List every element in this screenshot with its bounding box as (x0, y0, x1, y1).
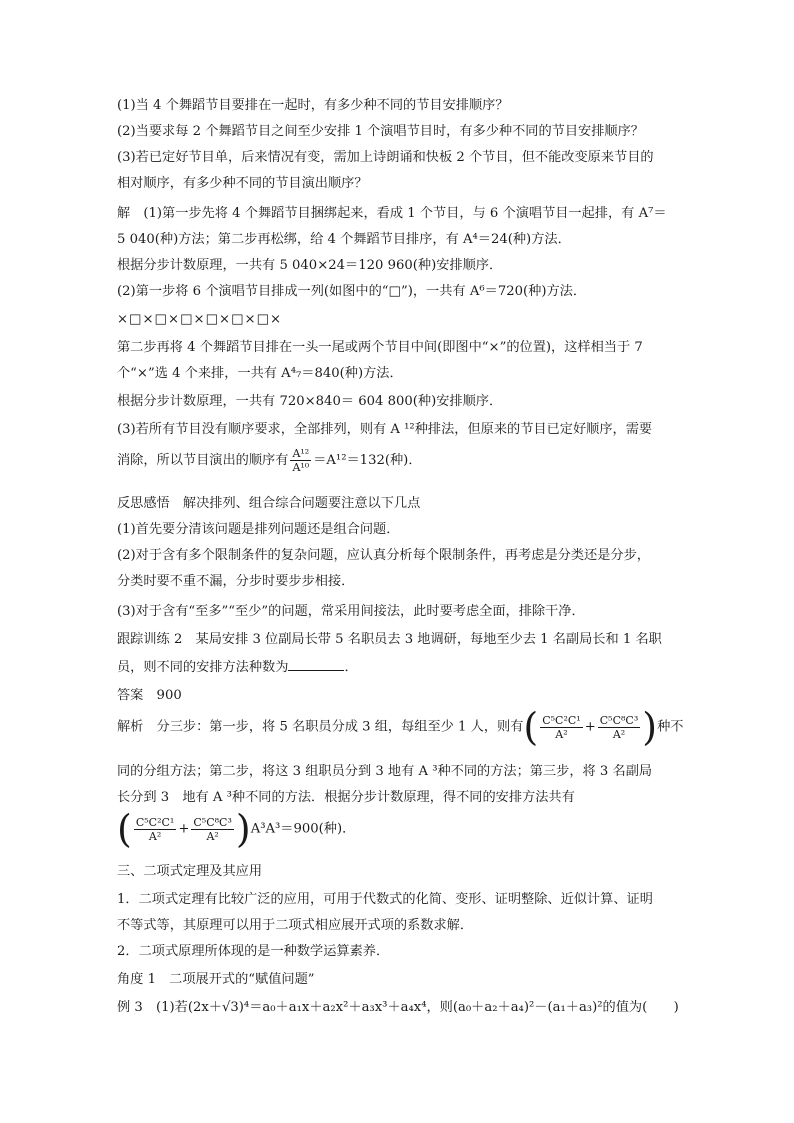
analysis-line-1-post: 种不 (657, 719, 684, 735)
exercise-line-1: 跟踪训练 2 某局安排 3 位副局长带 5 名职员去 3 地调研，每地至少去 1 名副局长和 1 名职 (117, 632, 662, 647)
solution-line-6: 第二步再将 4 个舞蹈节目排在一头一尾或两个节目中间(即图中“×”的位置)，这样相当于 7 (117, 340, 643, 355)
question-3-line-2: 相对顺序，有多少种不同的节目演出顺序？ (117, 176, 368, 191)
section-heading: 三、二项式定理及其应用 (117, 864, 263, 879)
fraction-2-numerator: C⁵C⁸C³ (599, 713, 639, 727)
reflection-point-1: (1)首先要分清该问题是排列问题还是组合问题． (117, 522, 400, 537)
analysis-line-4: ( $\frac{\text{C⁵C²C¹}}{\text{A²}}$ + $\frac{\text{C⁵C⁸C³}}{\text{A²}}$ )A³A³＝900(种)． (117, 807, 356, 851)
fraction-4 (191, 816, 233, 843)
exercise-line-2 (117, 658, 358, 676)
slot-diagram: ×□×□×□×□×□×□× (117, 312, 283, 327)
angle-heading: 角度 1 二项展开式的“赋值问题” (117, 972, 315, 987)
right-paren: ) (642, 705, 658, 749)
solution-line-2: 5 040(种)方法；第二步再松绑，给 4 个舞蹈节目排序，有 A⁴＝24(种)方法． (117, 232, 571, 247)
question-1: (1)当 4 个舞蹈节目要排在一起时，有多少种不同的节目安排顺序？ (117, 98, 509, 113)
solution-line-10 (117, 447, 422, 474)
example-3: 例 3 (1)若(2x＋√3)⁴＝a₀＋a₁x＋a₂x²＋a₃x³＋a₄x⁴，则(a₀＋a₂＋a₄)²－(a₁＋a₃)²的值为( ) (117, 1000, 679, 1015)
fraction-numerator: A¹² (292, 447, 310, 460)
reflection-heading: 反思感悟 解决排列、组合综合问题要注意以下几点 (117, 496, 421, 511)
exercise-line-2-text: 员，则不同的安排方法种数为 (117, 660, 289, 675)
solution-line-3: 根据分步计数原理，一共有 5 040×24＝120 960(种)安排顺序． (117, 258, 503, 273)
answer-blank (288, 658, 344, 671)
reflection-point-2-line-1: (2)对于含有多个限制条件的复杂问题，应认真分析每个限制条件，再考虑是分类还是分步， (117, 548, 650, 563)
fraction-4-denominator: A² (206, 829, 219, 843)
solution-line-1: 解 (1)第一步先将 4 个舞蹈节目捆绑起来，看成 1 个节目，与 6 个演唱节目一起排，有 A⁷＝ (117, 206, 667, 221)
solution-line-10-post: ＝A¹²＝132(种)． (313, 453, 422, 468)
fraction-3 (134, 816, 176, 843)
solution-line-4: (2)第一步将 6 个演唱节目排成一列(如图中的“□”)，一共有 A⁶＝720(种)方法． (117, 284, 587, 299)
fraction-3-denominator: A² (148, 829, 162, 843)
question-2: (2)当要求每 2 个舞蹈节目之间至少安排 1 个演唱节目时，有多少种不同的节目安排顺序？ (117, 124, 644, 139)
analysis-line-3: 长分到 3 地有 A ³种不同的方法．根据分步计数原理，得不同的安排方法共有 (117, 790, 575, 805)
fraction-2-denominator: A² (612, 727, 626, 741)
left-paren: ( (523, 705, 539, 749)
point-2: 2．二项式原理所体现的是一种数学运算素养． (117, 944, 390, 959)
question-3-line-1: (3)若已定好节目单，后来情况有变，需加上诗朗诵和快板 2 个节目，但不能改变原来节目的 (117, 150, 654, 165)
analysis-line-1: 解析 分三步：第一步，将 5 名职员分成 3 组，每组至少 1 人，则有( $\frac{\text{C⁵C²C¹}}{\text{A²}}$ + $\frac{\text{C⁵C⁸C³}}{\text{A²}}$ )种不 (117, 705, 684, 749)
right-paren-2: ) (235, 807, 251, 851)
reflection-point-3: (3)对于含有“至多”“至少”的问题，常采用间接法，此时要考虑全面，排除干净． (117, 604, 585, 619)
fraction-denominator: A¹⁰ (292, 461, 310, 474)
analysis-line-4-post: A³A³＝900(种)． (250, 821, 356, 837)
reflection-point-2-line-2: 分类时要不重不漏，分步时要步步相接． (117, 574, 355, 589)
fraction-3-numerator: C⁵C²C¹ (135, 815, 175, 829)
fraction-a12-a10 (290, 447, 311, 474)
solution-line-7: 个“×”选 4 个来排，一共有 A⁴₇＝840(种)方法． (117, 366, 403, 381)
solution-line-10-pre: 消除，所以节目演出的顺序有 (117, 453, 289, 468)
exercise-line-2-end: ． (344, 660, 358, 675)
fraction-1 (540, 714, 582, 741)
fraction-4-numerator: C⁵C⁸C³ (193, 815, 232, 829)
fraction-1-denominator: A² (555, 727, 568, 741)
solution-line-8: 根据分步计数原理，一共有 720×840＝ 604 800(种)安排顺序． (117, 394, 503, 409)
fraction-1-numerator: C⁵C²C¹ (542, 713, 581, 727)
analysis-line-2: 同的分组方法；第二步，将这 3 组职员分到 3 地有 A ³种不同的方法；第三步，将 3 名副局 (117, 764, 653, 779)
analysis-line-1-pre: 解析 分三步：第一步，将 5 名职员分成 3 组，每组至少 1 人，则有 (117, 719, 524, 735)
left-paren-2: ( (117, 807, 132, 851)
fraction-2 (598, 714, 640, 741)
point-1-line-1: 1．二项式定理有比较广泛的应用，可用于代数式的化简、变形、证明整除、近似计算、证明 (117, 892, 653, 907)
answer: 答案 900 (117, 688, 182, 703)
point-1-line-2: 不等式等，其原理可以用于二项式相应展开式项的系数求解． (117, 918, 474, 933)
solution-line-9: (3)若所有节目没有顺序要求，全部排列，则有 A ¹²种排法，但原来的节目已定好顺序，需要 (117, 422, 653, 437)
